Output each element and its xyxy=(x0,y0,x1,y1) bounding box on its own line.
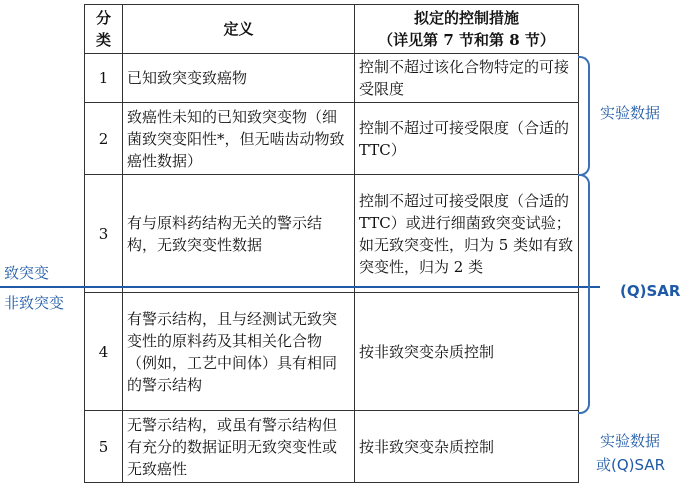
label-or-qsar: 或(Q)SAR xyxy=(596,456,665,474)
row-definition: 有警示结构，且与经测试无致突变性的原料药及其相关化合物（例如，工艺中间体）具有相同的警示结构 xyxy=(123,293,355,411)
row-control: 按非致突变杂质控制 xyxy=(355,293,579,411)
brace-qsar xyxy=(578,174,590,414)
header-row xyxy=(85,5,579,54)
table-row xyxy=(85,103,579,175)
table-row xyxy=(85,54,579,103)
label-experimental-or: 实验数据 xyxy=(600,432,661,450)
label-mutagenic: 致突变 xyxy=(4,264,50,282)
label-experimental: 实验数据 xyxy=(600,104,661,122)
label-qsar: (Q)SAR xyxy=(620,282,681,300)
label-non-mutagenic: 非致突变 xyxy=(4,294,65,312)
table-row xyxy=(85,175,579,293)
row-control: 控制不超过可接受限度（合适的 TTC）或进行细菌致突变试验；如无致突变性，归为 5 类如有致突变性，归为 2 类 xyxy=(355,175,579,293)
row-num: 3 xyxy=(85,175,123,293)
table-row xyxy=(85,293,579,411)
header-control-sub: （详见第 7 节和第 8 节） xyxy=(378,31,555,49)
row-definition: 已知致突变致癌物 xyxy=(123,54,355,103)
row-definition: 致癌性未知的已知致突变物（细菌致突变阳性*，但无啮齿动物致癌性数据） xyxy=(123,103,355,175)
row-control: 按非致突变杂质控制 xyxy=(355,411,579,483)
header-category: 分类 xyxy=(85,5,123,54)
header-control-title: 拟定的控制措施 xyxy=(413,9,519,27)
mutagenic-divider xyxy=(0,286,600,288)
row-num: 2 xyxy=(85,103,123,175)
row-num: 4 xyxy=(85,293,123,411)
classification-table xyxy=(84,4,579,483)
brace-experimental xyxy=(578,56,590,176)
row-control: 控制不超过该化合物特定的可接受限度 xyxy=(355,54,579,103)
table-row xyxy=(85,411,579,483)
row-definition: 有与原料药结构无关的警示结构，无致突变性数据 xyxy=(123,175,355,293)
row-definition: 无警示结构，或虽有警示结构但有充分的数据证明无致突变性或无致癌性 xyxy=(123,411,355,483)
header-control xyxy=(355,5,579,54)
row-num: 5 xyxy=(85,411,123,483)
row-num: 1 xyxy=(85,54,123,103)
header-definition: 定义 xyxy=(123,5,355,54)
row-control: 控制不超过可接受限度（合适的 TTC） xyxy=(355,103,579,175)
